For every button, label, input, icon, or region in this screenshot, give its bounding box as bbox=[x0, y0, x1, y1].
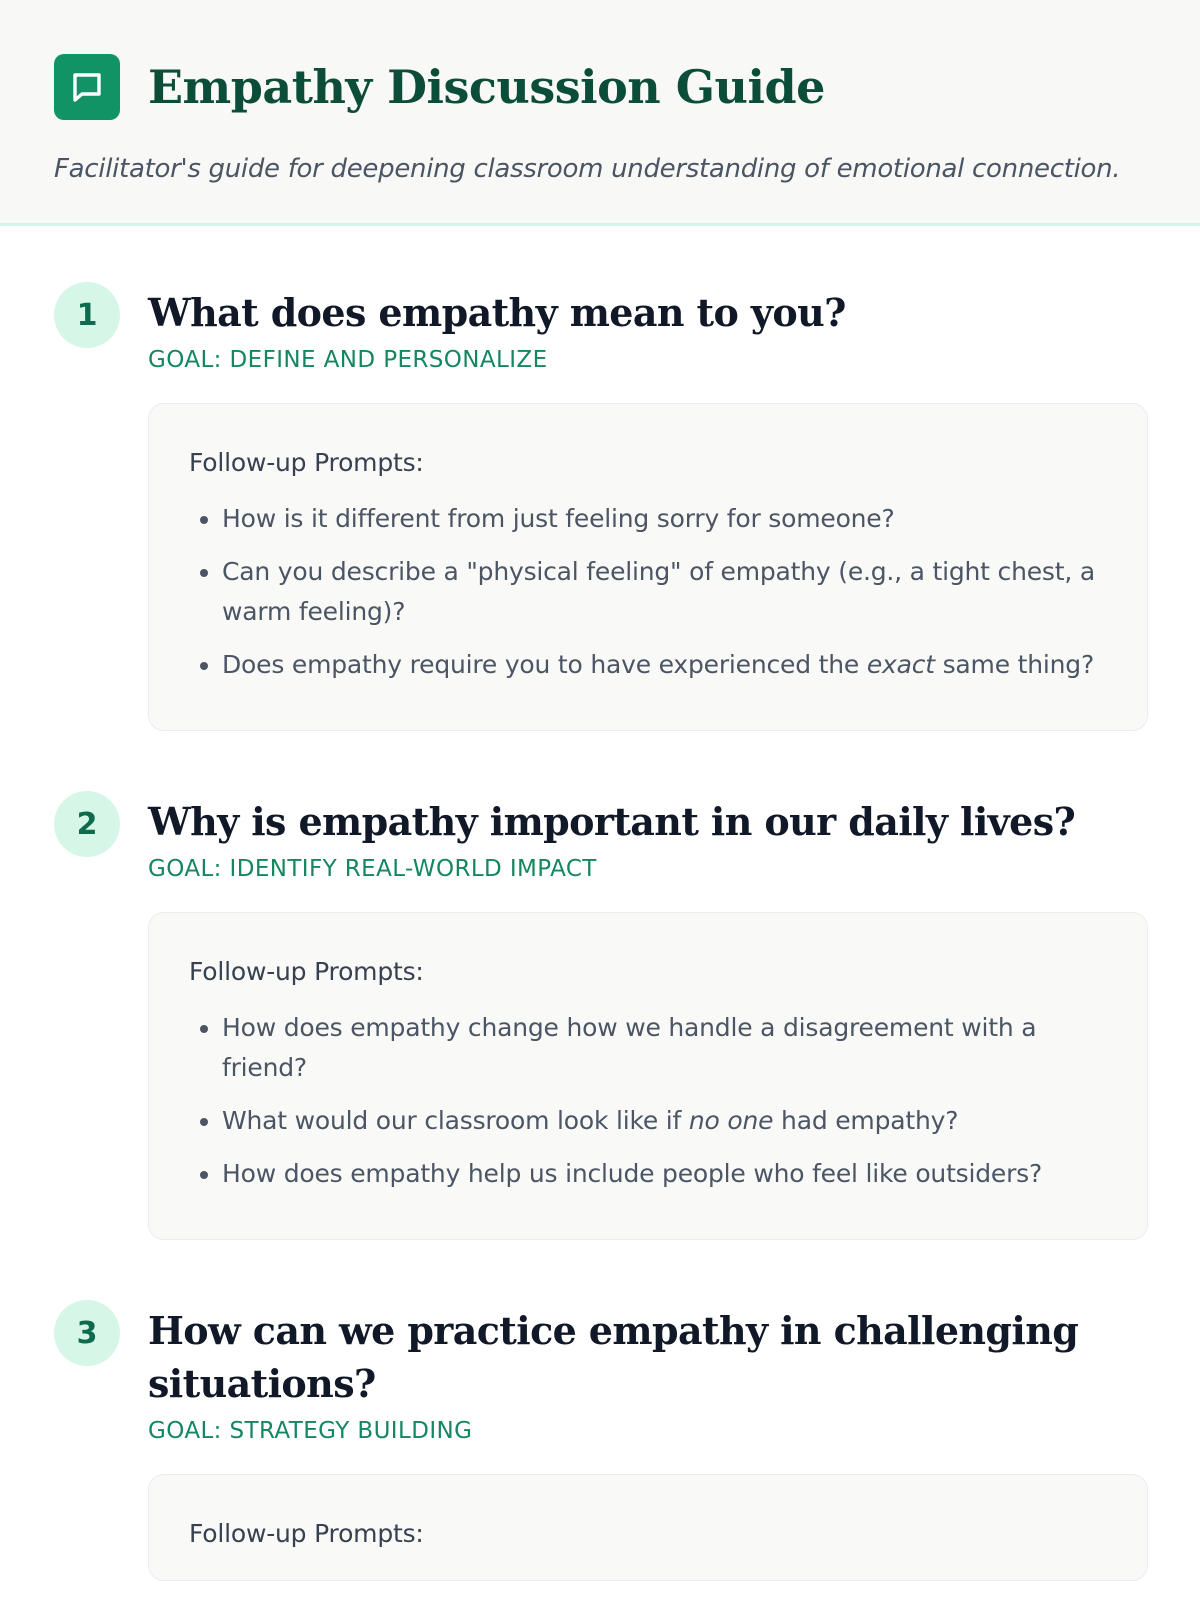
questions-list bbox=[0, 226, 1200, 1581]
follow-up-prompts-list bbox=[189, 499, 1107, 685]
question-number-badge: 3 bbox=[54, 1300, 120, 1366]
follow-up-prompt: • Does empathy require you to have experienced the exact same thing? bbox=[222, 645, 1107, 685]
follow-up-prompts-heading: Follow-up Prompts: bbox=[189, 448, 424, 477]
title-row bbox=[54, 54, 1146, 120]
question-goal: GOAL: STRATEGY BUILDING bbox=[148, 1418, 473, 1444]
question-number-badge: 1 bbox=[54, 282, 120, 348]
follow-up-prompts-heading: Follow-up Prompts: bbox=[189, 957, 424, 986]
question-card bbox=[54, 282, 1148, 731]
follow-up-prompts-box bbox=[148, 1474, 1148, 1581]
follow-up-prompts-box bbox=[148, 912, 1148, 1240]
follow-up-prompt: • Can you describe a "physical feeling" of empathy (e.g., a tight chest, a warm feeling)? bbox=[222, 552, 1107, 632]
question-card bbox=[54, 791, 1148, 1240]
page-subtitle: Facilitator's guide for deepening classroom understanding of emotional connection. bbox=[54, 154, 1121, 184]
question-card bbox=[54, 1300, 1148, 1581]
question-number-badge: 2 bbox=[54, 791, 120, 857]
follow-up-prompt: • What would our classroom look like if no one had empathy? bbox=[222, 1101, 1107, 1141]
follow-up-prompts-box bbox=[148, 403, 1148, 731]
question-goal: GOAL: IDENTIFY REAL-WORLD IMPACT bbox=[148, 856, 597, 882]
follow-up-prompt: • How does empathy change how we handle a disagreement with a friend? bbox=[222, 1008, 1107, 1088]
question-goal: GOAL: DEFINE AND PERSONALIZE bbox=[148, 347, 548, 373]
follow-up-prompt: • How is it different from just feeling sorry for someone? bbox=[222, 499, 1107, 539]
follow-up-prompt: • How does empathy help us include people who feel like outsiders? bbox=[222, 1154, 1107, 1194]
follow-up-prompts-list bbox=[189, 1008, 1107, 1194]
page-title: Empathy Discussion Guide bbox=[148, 60, 825, 114]
page-header bbox=[0, 0, 1200, 226]
question-title: How can we practice empathy in challenging situations? bbox=[148, 1308, 1079, 1406]
question-title: What does empathy mean to you? bbox=[148, 290, 846, 335]
follow-up-prompts-heading: Follow-up Prompts: bbox=[189, 1519, 424, 1548]
chat-bubble-icon bbox=[54, 54, 120, 120]
question-title: Why is empathy important in our daily lives? bbox=[148, 799, 1076, 844]
